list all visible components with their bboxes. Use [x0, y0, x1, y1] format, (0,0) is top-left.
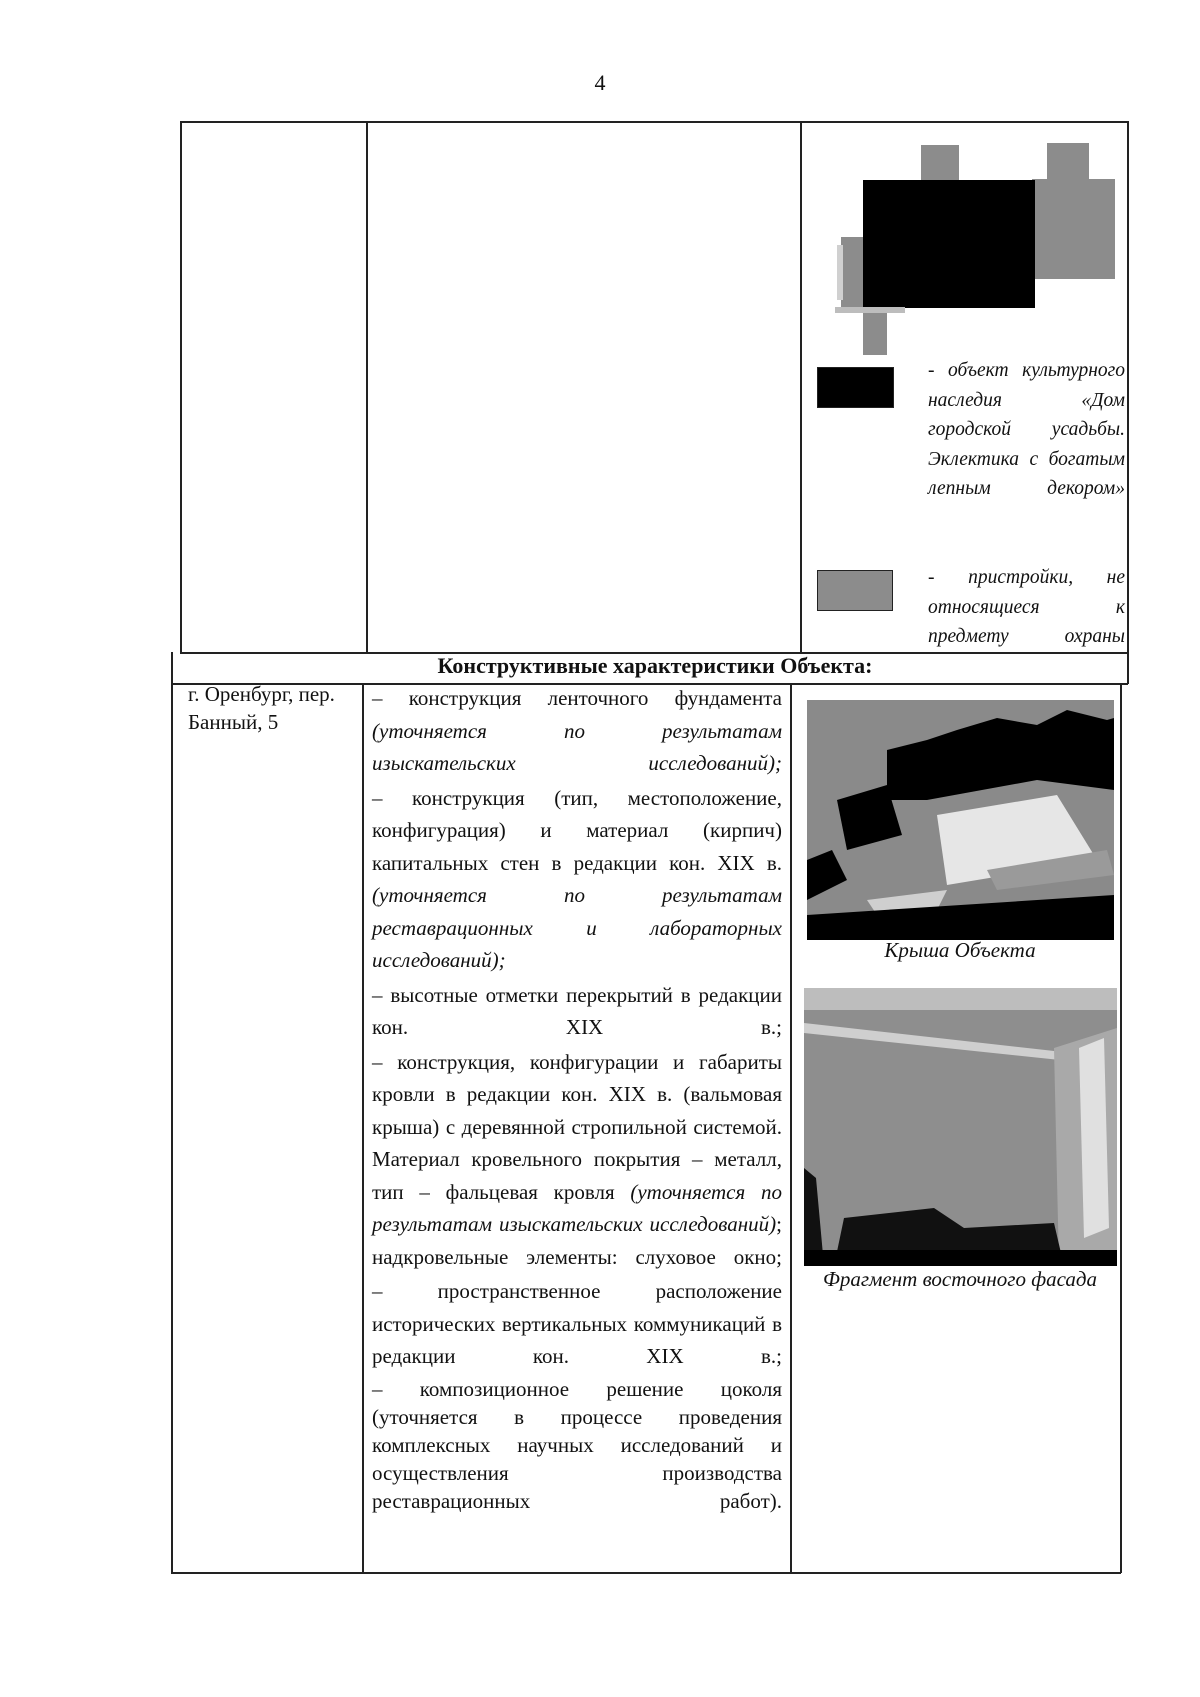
list-item: – композиционное решение цоколя (уточняется в процессе проведения комплексных научных исследований и осуществления производства реставрационных работ).: [372, 1376, 782, 1513]
heritage-building: [863, 180, 1035, 308]
list-item: – высотные отметки перекрытий в редакции кон. XIX в.;: [372, 982, 782, 1039]
legend-annex-swatch: [817, 570, 893, 611]
section-title: Конструктивные характеристики Объекта:: [437, 653, 873, 678]
list-item: – конструкция (тип, местоположение, конфигурация) и материал (кирпич) капитальных стен в редакции кон. XIX в. (уточняется по результатам реставрационных и лабораторных исследований);: [372, 785, 782, 972]
list-item: – конструкция, конфигурации и габариты кровли в редакции кон. XIX в. (вальмовая крыша) с деревянной стропильной системой. Материал кровельного покрытия – металл, тип – фальцевая кровля (уточняется по результатам изыскательских исследований); надкровельные элементы: слуховое окно;: [372, 1049, 782, 1269]
roof-photo: [807, 700, 1114, 940]
characteristics-list: [372, 682, 782, 1515]
list-item: – пространственное расположение исторических вертикальных коммуникаций в редакции кон. XIX в.;: [372, 1279, 782, 1368]
facade-photo-caption: Фрагмент восточного фасада: [822, 1267, 1098, 1291]
list-item: – конструкция ленточного фундамента (уточняется по результатам изыскательских исследований);: [372, 686, 782, 775]
roof-photo-caption: Крыша Объекта: [884, 938, 1036, 962]
page-number: 4: [594, 70, 606, 95]
address-cell: г. Оренбург, пер. Банный, 5: [188, 682, 335, 734]
legend-annex-text: - пристройки, не относящиеся к предмету охраны: [928, 567, 1125, 647]
site-plan-scheme: [815, 135, 1115, 365]
facade-photo: [804, 988, 1117, 1266]
annex-block: [1032, 179, 1115, 279]
legend-heritage-swatch: [817, 367, 894, 408]
legend-heritage-text: - объект культурного наследия «Дом городской усадьбы. Эклектика с богатым лепным декором»: [928, 360, 1125, 499]
annex-block: [1047, 143, 1089, 183]
